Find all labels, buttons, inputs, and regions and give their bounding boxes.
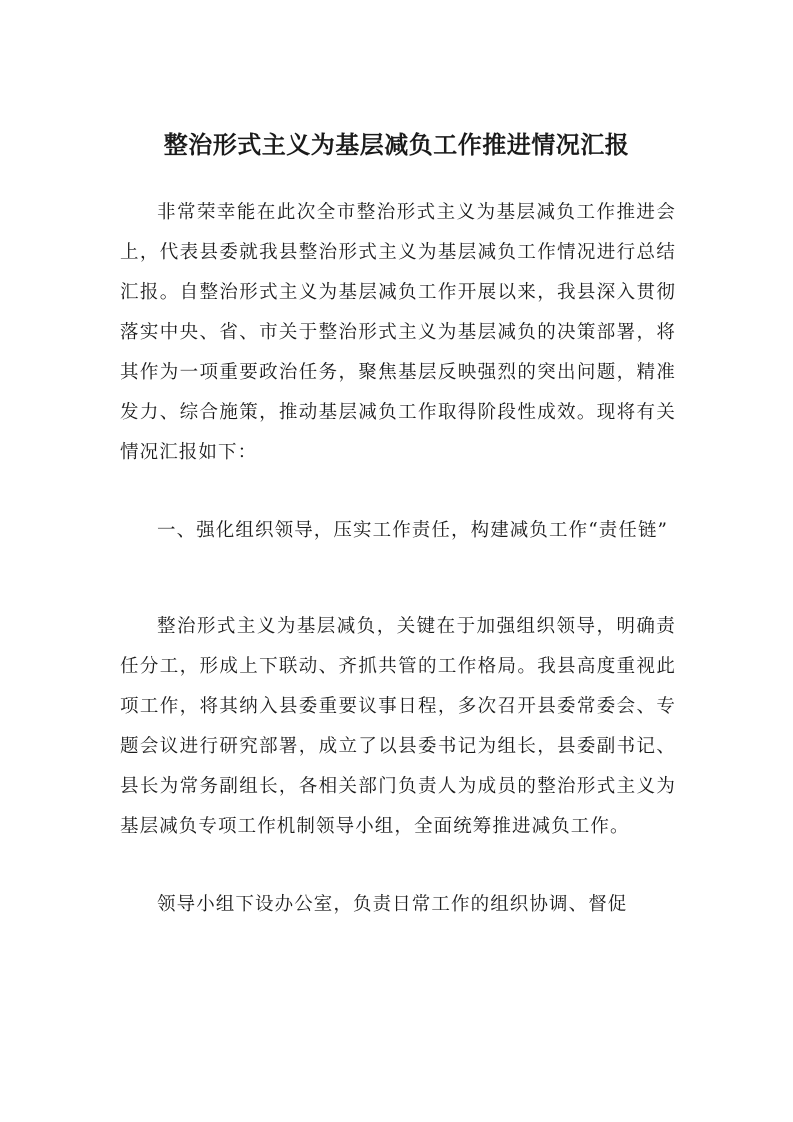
- document-title: 整治形式主义为基层减负工作推进情况汇报: [163, 130, 630, 159]
- section-heading-1: 一、强化组织领导，压实工作责任，构建减负工作“责任链”: [157, 520, 669, 541]
- section-1-paragraph: 整治形式主义为基层减负，关键在于加强组织领导，明确责任分工，形成上下联动、齐抓共管的工作格局。我县高度重视此项工作，将其纳入县委重要议事日程，多次召开县委常委会、专题会议进行研究部署，成立了以县委书记为组长，县委副书记、县长为常务副组长，各相关部门负责人为成员的整治形式主义为基层减负专项工作机制领导小组，全面统筹推进减负工作。: [120, 616, 676, 837]
- intro-paragraph: 非常荣幸能在此次全市整治形式主义为基层减负工作推进会上，代表县委就我县整治形式主义为基层减负工作情况进行总结汇报。自整治形式主义为基层减负工作开展以来，我县深入贯彻落实中央、省、市关于整治形式主义为基层减负的决策部署，将其作为一项重要政治任务，聚焦基层反映强烈的突出问题，精准发力、综合施策，推动基层减负工作取得阶段性成效。现将有关情况汇报如下：: [120, 202, 676, 463]
- document-body: [120, 193, 676, 925]
- section-1-paragraph-2: 领导小组下设办公室，负责日常工作的组织协调、督促: [157, 894, 628, 915]
